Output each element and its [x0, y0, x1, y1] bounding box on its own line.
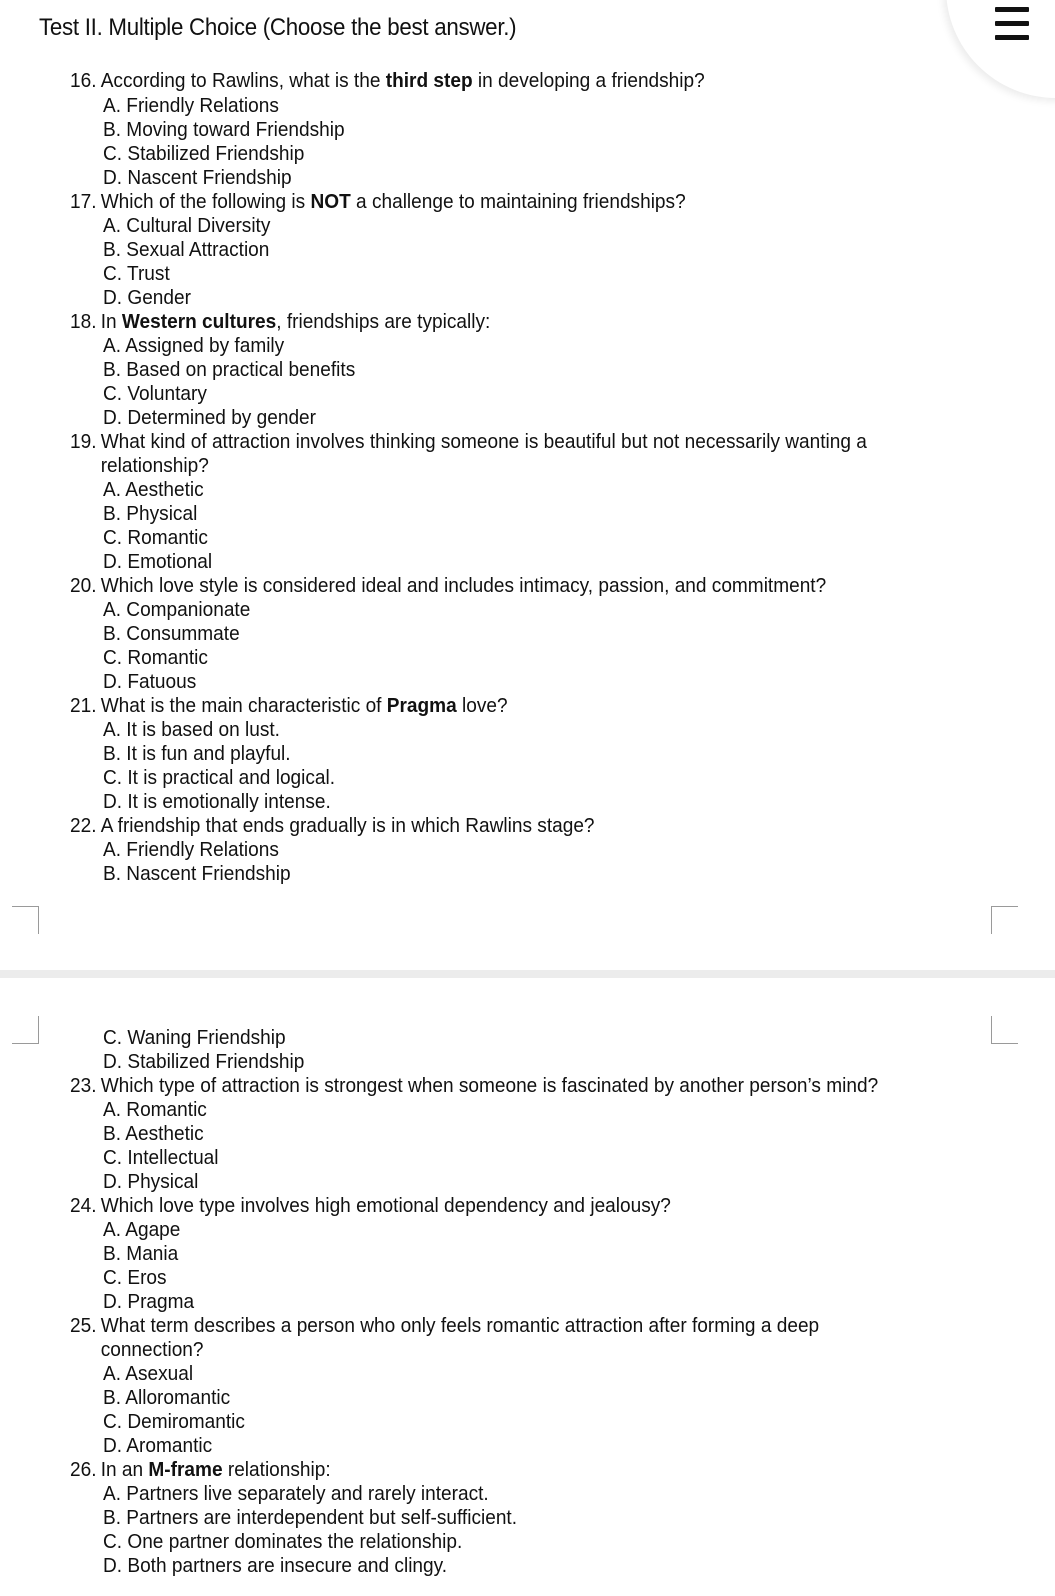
- option: B. Mania: [103, 1242, 179, 1265]
- option: D. Both partners are insecure and clingy.: [103, 1554, 448, 1577]
- hamburger-menu-icon[interactable]: [995, 7, 1029, 40]
- question-20: 20. Which love style is considered ideal and includes intimacy, passion, and commitment?: [70, 574, 827, 597]
- option: A. Romantic: [103, 1098, 207, 1121]
- page-break: [0, 970, 1055, 978]
- option: C. One partner dominates the relationship.: [103, 1530, 463, 1553]
- option: C. Waning Friendship: [103, 1026, 286, 1049]
- crop-mark-bottom-right: [991, 1016, 1018, 1044]
- question-16: 16. According to Rawlins, what is the third step in developing a friendship?: [70, 69, 705, 92]
- option: D. Stabilized Friendship: [103, 1050, 305, 1073]
- crop-mark-top-right: [991, 906, 1018, 934]
- option: C. Voluntary: [103, 382, 207, 405]
- option: C. Romantic: [103, 646, 208, 669]
- question-21: 21. What is the main characteristic of Pragma love?: [70, 694, 508, 717]
- option: D. It is emotionally intense.: [103, 790, 331, 813]
- option: A. It is based on lust.: [103, 718, 280, 741]
- option: B. Nascent Friendship: [103, 862, 291, 885]
- option: C. Intellectual: [103, 1146, 219, 1169]
- option: D. Nascent Friendship: [103, 166, 292, 189]
- question-17: 17. Which of the following is NOT a challenge to maintaining friendships?: [70, 190, 686, 213]
- question-25: 25. What term describes a person who only feels romantic attraction after forming a deep connection?: [70, 1314, 820, 1362]
- question-19: 19. What kind of attraction involves thinking someone is beautiful but not necessarily wanting a relationship?: [70, 430, 867, 478]
- question-18: 18. In Western cultures, friendships are typically:: [70, 310, 491, 333]
- option: A. Companionate: [103, 598, 251, 621]
- option: A. Friendly Relations: [103, 838, 279, 861]
- option: D. Determined by gender: [103, 406, 317, 429]
- question-22: 22. A friendship that ends gradually is in which Rawlins stage?: [70, 814, 595, 837]
- option: C. It is practical and logical.: [103, 766, 336, 789]
- option: C. Demiromantic: [103, 1410, 245, 1433]
- option: D. Pragma: [103, 1290, 195, 1313]
- option: C. Trust: [103, 262, 170, 285]
- page-title: Test II. Multiple Choice (Choose the best answer.): [39, 14, 517, 41]
- option: B. Moving toward Friendship: [103, 118, 345, 141]
- crop-mark-bottom-left: [12, 1016, 39, 1044]
- question-24: 24. Which love type involves high emotional dependency and jealousy?: [70, 1194, 671, 1217]
- option: B. Alloromantic: [103, 1386, 231, 1409]
- option: B. Partners are interdependent but self-sufficient.: [103, 1506, 518, 1529]
- question-23: 23. Which type of attraction is strongest when someone is fascinated by another person’s mind?: [70, 1074, 879, 1097]
- option: A. Agape: [103, 1218, 181, 1241]
- option: A. Asexual: [103, 1362, 194, 1385]
- option: A. Partners live separately and rarely interact.: [103, 1482, 489, 1505]
- option: C. Romantic: [103, 526, 208, 549]
- option: B. Based on practical benefits: [103, 358, 356, 381]
- question-26: 26. In an M-frame relationship:: [70, 1458, 331, 1481]
- option: D. Emotional: [103, 550, 213, 573]
- option: D. Physical: [103, 1170, 199, 1193]
- option: C. Eros: [103, 1266, 167, 1289]
- crop-mark-top-left: [12, 906, 39, 934]
- option: A. Friendly Relations: [103, 94, 279, 117]
- option: B. It is fun and playful.: [103, 742, 291, 765]
- option: D. Fatuous: [103, 670, 197, 693]
- option: D. Aromantic: [103, 1434, 213, 1457]
- option: B. Sexual Attraction: [103, 238, 270, 261]
- option: B. Physical: [103, 502, 198, 525]
- option: A. Aesthetic: [103, 478, 204, 501]
- option: B. Consummate: [103, 622, 240, 645]
- option: D. Gender: [103, 286, 191, 309]
- option: B. Aesthetic: [103, 1122, 204, 1145]
- option: C. Stabilized Friendship: [103, 142, 305, 165]
- option: A. Assigned by family: [103, 334, 285, 357]
- option: A. Cultural Diversity: [103, 214, 271, 237]
